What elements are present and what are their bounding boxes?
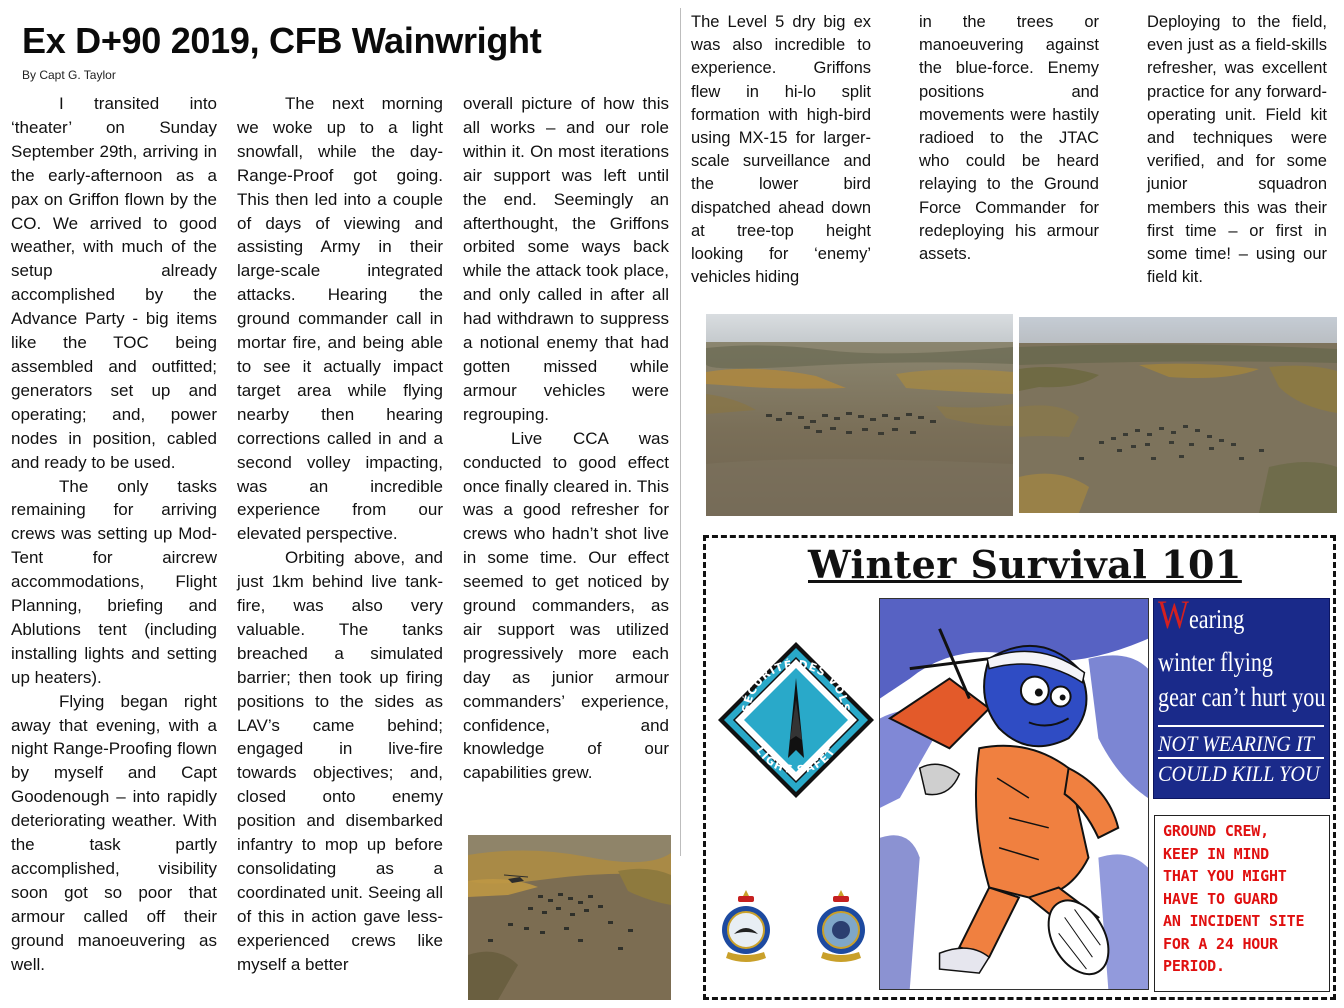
poster-rule: [1158, 757, 1324, 759]
poster-line-1-rest: earing: [1188, 604, 1245, 634]
frozen-pilot-cartoon: [879, 598, 1149, 990]
paragraph: in the trees or manoeuvering against the blue-force. Enemy positions and movements were hastily radioed to the JTAC who could be heard relaying to the Ground Force Commander for redeploying his armour assets.: [919, 13, 1099, 264]
note-line: THAT YOU MIGHT: [1163, 867, 1287, 885]
squadron-crest-icon: [718, 888, 774, 968]
column-divider: [680, 8, 681, 856]
winter-gear-poster: [1153, 592, 1330, 799]
article-column-2: [237, 92, 443, 977]
ground-crew-note: [1154, 815, 1330, 992]
paragraph: The only tasks remaining for arriving crews was setting up Mod-Tent for aircrew accommodations, Flight Planning, briefing and Ablutions tent (including installing lights and setting up heaters).: [11, 476, 217, 687]
poster-warning-1: NOT WEARING IT: [1158, 731, 1314, 756]
paragraph: overall picture of how this all works – and our role within it. On most iterations air support was left until the end. Seemingly an afterthought, the Griffons orbited some ways back while the attack took place, and only called in after all had withdrawn to suppress a notional enemy that had gotten missed while armour vehicles were regrouping.: [463, 94, 669, 424]
note-line: GROUND CREW,: [1163, 822, 1269, 840]
note-line: FOR A 24 HOUR: [1163, 934, 1278, 953]
paragraph: Flying began right away that evening, with a night Range-Proofing flown by myself and Capt Goodenough – into rapidly deteriorating weather. With the task partly accomplished, visibility soon got so poor that armour called off their ground manoeuvering as well.: [11, 691, 217, 974]
note-line: AN INCIDENT SITE: [1163, 912, 1305, 930]
note-line: KEEP IN MIND: [1163, 844, 1269, 863]
article-column-1: [11, 92, 217, 977]
article-column-3: [463, 92, 669, 785]
aerial-photo-armour-spread: [1019, 317, 1337, 513]
flight-safety-logo-text-bottom: LIGHT SAFET: [753, 744, 839, 777]
poster-line-2: winter flying: [1158, 647, 1273, 677]
article-column-5: [919, 11, 1099, 266]
poster-rule: [1158, 725, 1324, 727]
poster-line-3: gear can’t hurt you: [1158, 682, 1326, 712]
paragraph: The next morning we woke up to a light snowfall, while the day-Range-Proof got going. This then led into a couple of days of viewing and assisting Army in their large-scale integrated attacks. Hearing the ground commander call in mortar fire, and being able to see it actually impact target area while flying nearby then hearing corrections called in and a second volley impacting, was an incredible experience from our elevated perspective.: [237, 94, 443, 544]
aerial-photo-armour-column: [468, 835, 671, 1000]
paragraph: Deploying to the field, even just as a field-skills refresher, was excellent practice for any forward-operating unit. Field kit and techniques were verified, and for some junior squadron members this was their first time – or first in some time! – using our field kit.: [1147, 13, 1327, 287]
winter-survival-title: Winter Survival 101: [808, 542, 1242, 587]
byline: By Capt G. Taylor: [22, 68, 116, 82]
paragraph: The Level 5 dry big ex was also incredible to experience. Griffons flew in hi-lo split formation with high-bird using MX-15 for larger-scale surveillance and the lower bird dispatched ahead down at tree-top height looking for ‘enemy’ vehicles hiding: [691, 13, 871, 287]
article-column-4: [691, 11, 871, 289]
paragraph: Orbiting above, and just 1km behind live tank-fire, was also very valuable. The tanks breached a simulated barrier; then took up firing positions to the sides as LAV’s came behind; engaged in live-fire towards objectives; and, closed onto enemy position and disembarked infantry to mop up before consolidating as a coordinated unit. Seeing all of this in action gave less-experienced crews like myself a better: [237, 548, 443, 974]
poster-line-1: [1158, 592, 1245, 637]
paragraph: I transited into ‘theater’ on Sunday September 29th, arriving in the early-afternoon as a pax on Griffon flown by the CO. We arrived to good weather, with much of the setup already accomplished by the Advance Party - big items like the TOC being assembled and outfitted; generators set up and operating; and, power nodes in position, cabled and ready to be used.: [11, 94, 217, 472]
note-line: HAVE TO GUARD: [1163, 889, 1278, 908]
article-title: Ex D+90 2019, CFB Wainwright: [22, 20, 542, 61]
flight-safety-logo: [716, 640, 876, 800]
poster-warning-2: COULD KILL YOU: [1158, 761, 1320, 786]
article-column-6: [1147, 11, 1327, 289]
paragraph: Live CCA was conducted to good effect once finally cleared in. This was a good refresher for crews who hadn’t shot live in some time. Our effect seemed to get noticed by ground commanders, as air support was utilized progressively more each day as junior armour commanders’ experience, confidence, and knowledge of our capabilities grew.: [463, 428, 669, 783]
aerial-photo-armour-formation: [706, 314, 1013, 516]
squadron-crest-icon: [813, 888, 869, 968]
note-line: PERIOD.: [1163, 957, 1225, 975]
flight-safety-logo-text-top: SÉCURITÉ DES VOLS: [739, 657, 853, 714]
poster-initial: W: [1158, 592, 1189, 637]
